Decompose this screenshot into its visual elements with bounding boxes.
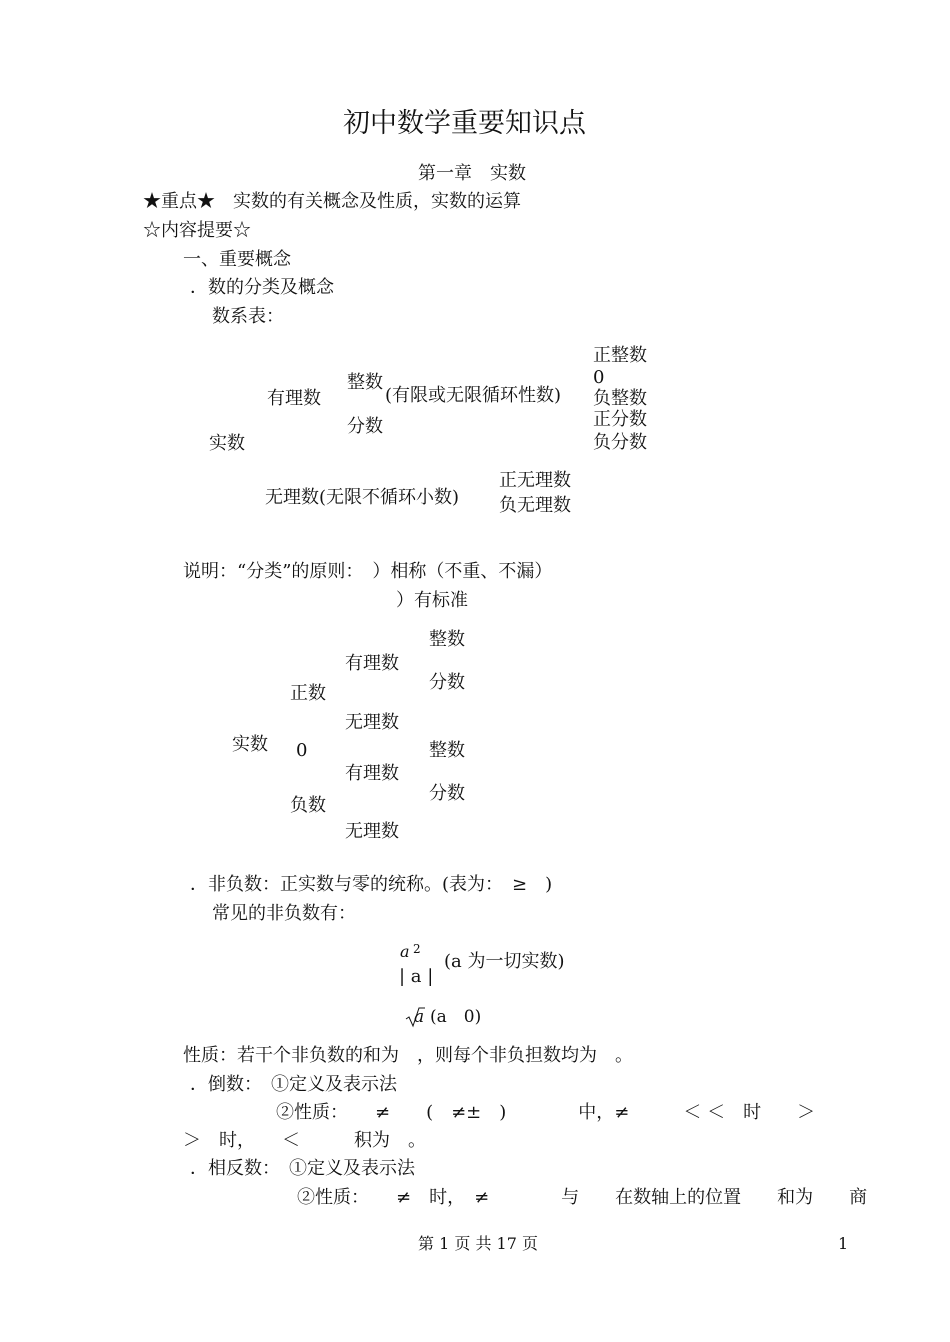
- tree-root: 实数: [209, 433, 245, 454]
- chapter-heading: 第一章 实数: [418, 163, 526, 184]
- tree-node: 有理数: [345, 653, 399, 674]
- formula-note: (a 为一切实数): [444, 951, 565, 972]
- tree-leaf: 负无理数: [499, 495, 571, 516]
- tree-leaf: 分数: [429, 783, 465, 804]
- page-title: 初中数学重要知识点: [343, 108, 586, 139]
- tree-root: 实数: [232, 734, 268, 755]
- tree-leaf: 正无理数: [499, 470, 571, 491]
- tree-leaf: 负分数: [593, 432, 647, 453]
- note-line: ）有标准: [396, 590, 468, 611]
- tree-node: 整数: [347, 372, 383, 393]
- formula-base: a: [400, 942, 410, 961]
- tree-leaf: 整数: [429, 740, 465, 761]
- note-line: 说明：“分类”的原则： ）相称（不重、不漏）: [183, 561, 553, 582]
- formula-exponent: 2: [413, 942, 421, 956]
- table-label: 数系表：: [212, 306, 284, 327]
- tree-node: 有理数: [345, 763, 399, 784]
- tree-node: 无理数(无限不循环小数): [265, 487, 460, 508]
- formula-radicand: a: [414, 1007, 425, 1027]
- tree-leaf: 0: [593, 367, 605, 388]
- tree-node: 有理数: [267, 388, 321, 409]
- tree-leaf: 负整数: [593, 388, 647, 409]
- section-heading: 一、重要概念: [183, 249, 291, 270]
- formula-abs: | a |: [399, 966, 434, 987]
- property-line: 性质：若干个非负数的和为 ，则每个非负担数均为 。: [183, 1045, 633, 1066]
- tree-node: 分数: [347, 416, 383, 437]
- formula-condition: (a 0): [430, 1007, 482, 1027]
- page-number: 1: [838, 1234, 849, 1253]
- tree-leaf: 分数: [429, 672, 465, 693]
- item-heading: ．倒数： ①定义及表示法: [190, 1074, 397, 1095]
- item-heading: ．数的分类及概念: [190, 277, 334, 298]
- paragraph: ＞ 时， ＜ 积为 。: [183, 1130, 426, 1151]
- paragraph: ②性质： ≠ 时， ≠ 与 在数轴上的位置 和为 商: [297, 1187, 868, 1208]
- tree-node: 正数: [290, 683, 326, 704]
- tree-node: 0: [296, 740, 308, 761]
- tree-node: 无理数: [345, 712, 399, 733]
- tree-note: (有限或无限循环性数): [385, 385, 562, 406]
- page-footer: 第 1 页 共 17 页: [418, 1234, 538, 1253]
- tree-leaf: 整数: [429, 629, 465, 650]
- tree-leaf: 正分数: [593, 409, 647, 430]
- tree-node: 负数: [290, 795, 326, 816]
- paragraph: 常见的非负数有：: [212, 903, 356, 924]
- item-heading: ．相反数： ①定义及表示法: [190, 1158, 415, 1179]
- paragraph: ②性质： ≠ ( ≠± ) 中，≠ ＜ ＜ 时 ＞: [276, 1102, 816, 1123]
- outline-heading: ☆内容提要☆: [143, 220, 251, 241]
- item-heading: ．非负数：正实数与零的统称。(表为： ≥ ): [190, 874, 553, 895]
- tree-node: 无理数: [345, 821, 399, 842]
- key-point-line: ★重点★ 实数的有关概念及性质，实数的运算: [143, 191, 521, 212]
- tree-leaf: 正整数: [593, 345, 647, 366]
